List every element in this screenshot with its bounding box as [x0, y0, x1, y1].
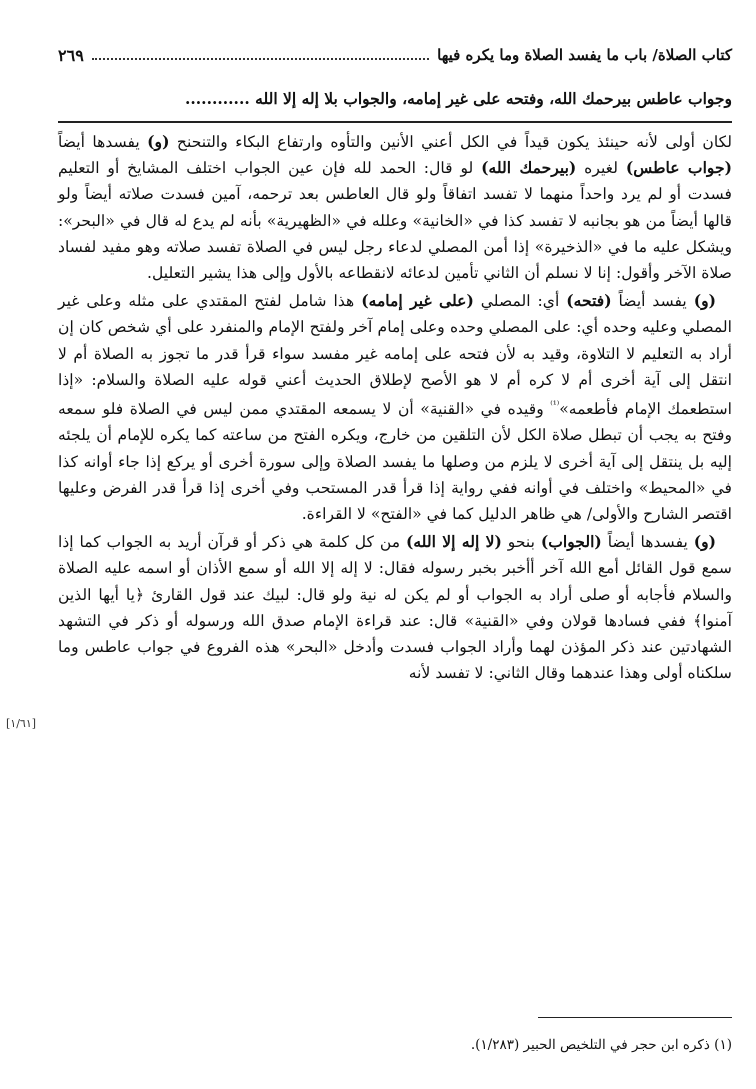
text-run: هذا شامل لفتح المقتدي على مثله وعلى غير المصلي وعليه وحده أي: على المصلي وحده وعلى إمام آخر ولفتح الإمام والمنفرد على أي شخص كان إن أراد به التعليم لا التلاوة، وقيد به لأن فتحه على إمامه غير مفسد سواء قرأ قدر ما تجوز به الصلاة أم لا انتقل إلى آية أخرى أم لا كره أم لا هو الأصح لإطلاق الحديث أعني قوله عليه الصلاة والسلام: «إذا استطعمك الإمام فأطعمه»	[58, 292, 732, 419]
matn-quote: (جواب عاطس)	[625, 158, 732, 178]
matn-trailing-dots: ............	[184, 89, 250, 108]
text-run: يفسدها أيضاً	[601, 533, 694, 552]
matn-quote: (فتحه)	[566, 291, 612, 311]
running-title: كتاب الصلاة/ باب ما يفسد الصلاة وما يكره فيها	[437, 46, 732, 64]
matn-quote: (بيرحمك الله)	[481, 158, 577, 178]
text-run: لكان أولى لأنه حينئذ يكون قيداً في الكل أعني الأنين والتأوه وارتفاع البكاء والتنحنح	[169, 133, 732, 151]
text-run: يفسد أيضاً	[611, 292, 694, 311]
footnote	[58, 1034, 732, 1056]
paragraph-2	[58, 288, 732, 527]
matn-line	[58, 86, 732, 112]
text-run: من كل كلمة هي ذكر أو قرآن أريد به الجواب كما إذا سمع قول القائل أمع الله آخر أأخبر بخبر رسوله فقال: لا إله إلا الله أو سمع الأذان أو اسمه عليه الصلاة والسلام فأجابه أو صلى أراد به الجواب أو لم يكن له نية ولو قال: لبيك عند قول القارئ ﴿يا أيها الذين آمنوا﴾ ففي فسادها قولان وفي «القنية» قال: عند قراءة الإمام صدق الله ورسوله أو ذكر في التشهد الشهادتين عند ذكر المؤذن لهما وأراد الجواب فسدت وأدخل «البحر» هذه الفروع في جواب عاطس وما سلكناه أولى وهذا عندهما وقال الثاني: لا تفسد لأنه	[58, 533, 732, 683]
text-run: أي: المصلي	[473, 292, 567, 311]
matn-quote: (و)	[147, 132, 170, 151]
matn-divider	[58, 121, 732, 123]
text-run: وقيده في «القنية» أن لا يسمعه المقتدي ممن ليس في الصلاة فلو سمعه وفتح به يجب أن تبطل صلاة الكل لأن التلقين من خارج، ويكره الفتح من ساعته كما يكره للإمام أن يلجئه إليه بل ينتقل إلى آية أخرى لا يلزم من وصلها ما يفسد الصلاة وإلى سورة أخرى أو يركع إذا جاء أوانه كذا في «المحيط» واختلف في أوانه ففي رواية إذا قرأ قدر المستحب وفي أخرى إذا قرأ قدر الفرض وعليها اقتصر الشارح والأولى/ هي ظاهر الدليل كما في «الفتح» لا القراءة.	[58, 400, 732, 524]
matn-text: وجواب عاطس بيرحمك الله، وفتحه على غير إمامه، والجواب بلا إله إلا الله	[255, 89, 732, 108]
matn-quote: (على غير إمامه)	[361, 291, 474, 311]
matn-quote: (الجواب)	[540, 532, 602, 552]
footnote-separator	[538, 1017, 732, 1018]
paragraph-3	[58, 529, 732, 686]
footnote-text: ذكره ابن حجر في التلخيص الحبير (١/٢٨٣).	[470, 1037, 710, 1053]
text-run: لغيره	[576, 159, 626, 178]
manuscript-folio-reference: [١/٦١]	[6, 717, 37, 730]
header-dotted-leader	[92, 58, 429, 60]
text-run: يفسدها أيضاً	[58, 133, 148, 151]
text-run: لو قال: الحمد لله فإن عين الجواب اختلف المشايخ أو التعليم فسدت أو لم يرد واحداً منهما لا تفسد اتفاقاً ولو قال العاطس بعد ترحمه، آمين فسدت صلاته أيضاً ولو قالها أيضاً من هو بجانبه لا تفسد كذا في «الخانية» وعلله في «الظهيرية» بأنه لم يدع له قال في «البحر»: ويشكل عليه ما في «الذخيرة» إذا أمن المصلي لدعاء رجل ليس في الصلاة تفسد صلاته وهو مفيد لفساد صلاة الآخر وأقول: إنا لا نسلم أن الثاني تأمين لدعائه لانقطاعه بالأول وإلى هذا يشير التعليل.	[58, 159, 732, 283]
matn-quote: (و)	[693, 291, 716, 311]
paragraph-1	[58, 129, 732, 286]
footnote-reference[interactable]: ⁽¹⁾	[550, 400, 560, 412]
text-run: بنحو	[501, 533, 541, 552]
page-number: ٢٦٩	[58, 45, 84, 65]
matn-quote: (لا إله إلا الله)	[405, 532, 502, 552]
page-header	[58, 42, 732, 68]
commentary-body	[58, 129, 732, 686]
footnote-marker: (١)	[714, 1037, 732, 1053]
matn-quote: (و)	[693, 532, 716, 552]
